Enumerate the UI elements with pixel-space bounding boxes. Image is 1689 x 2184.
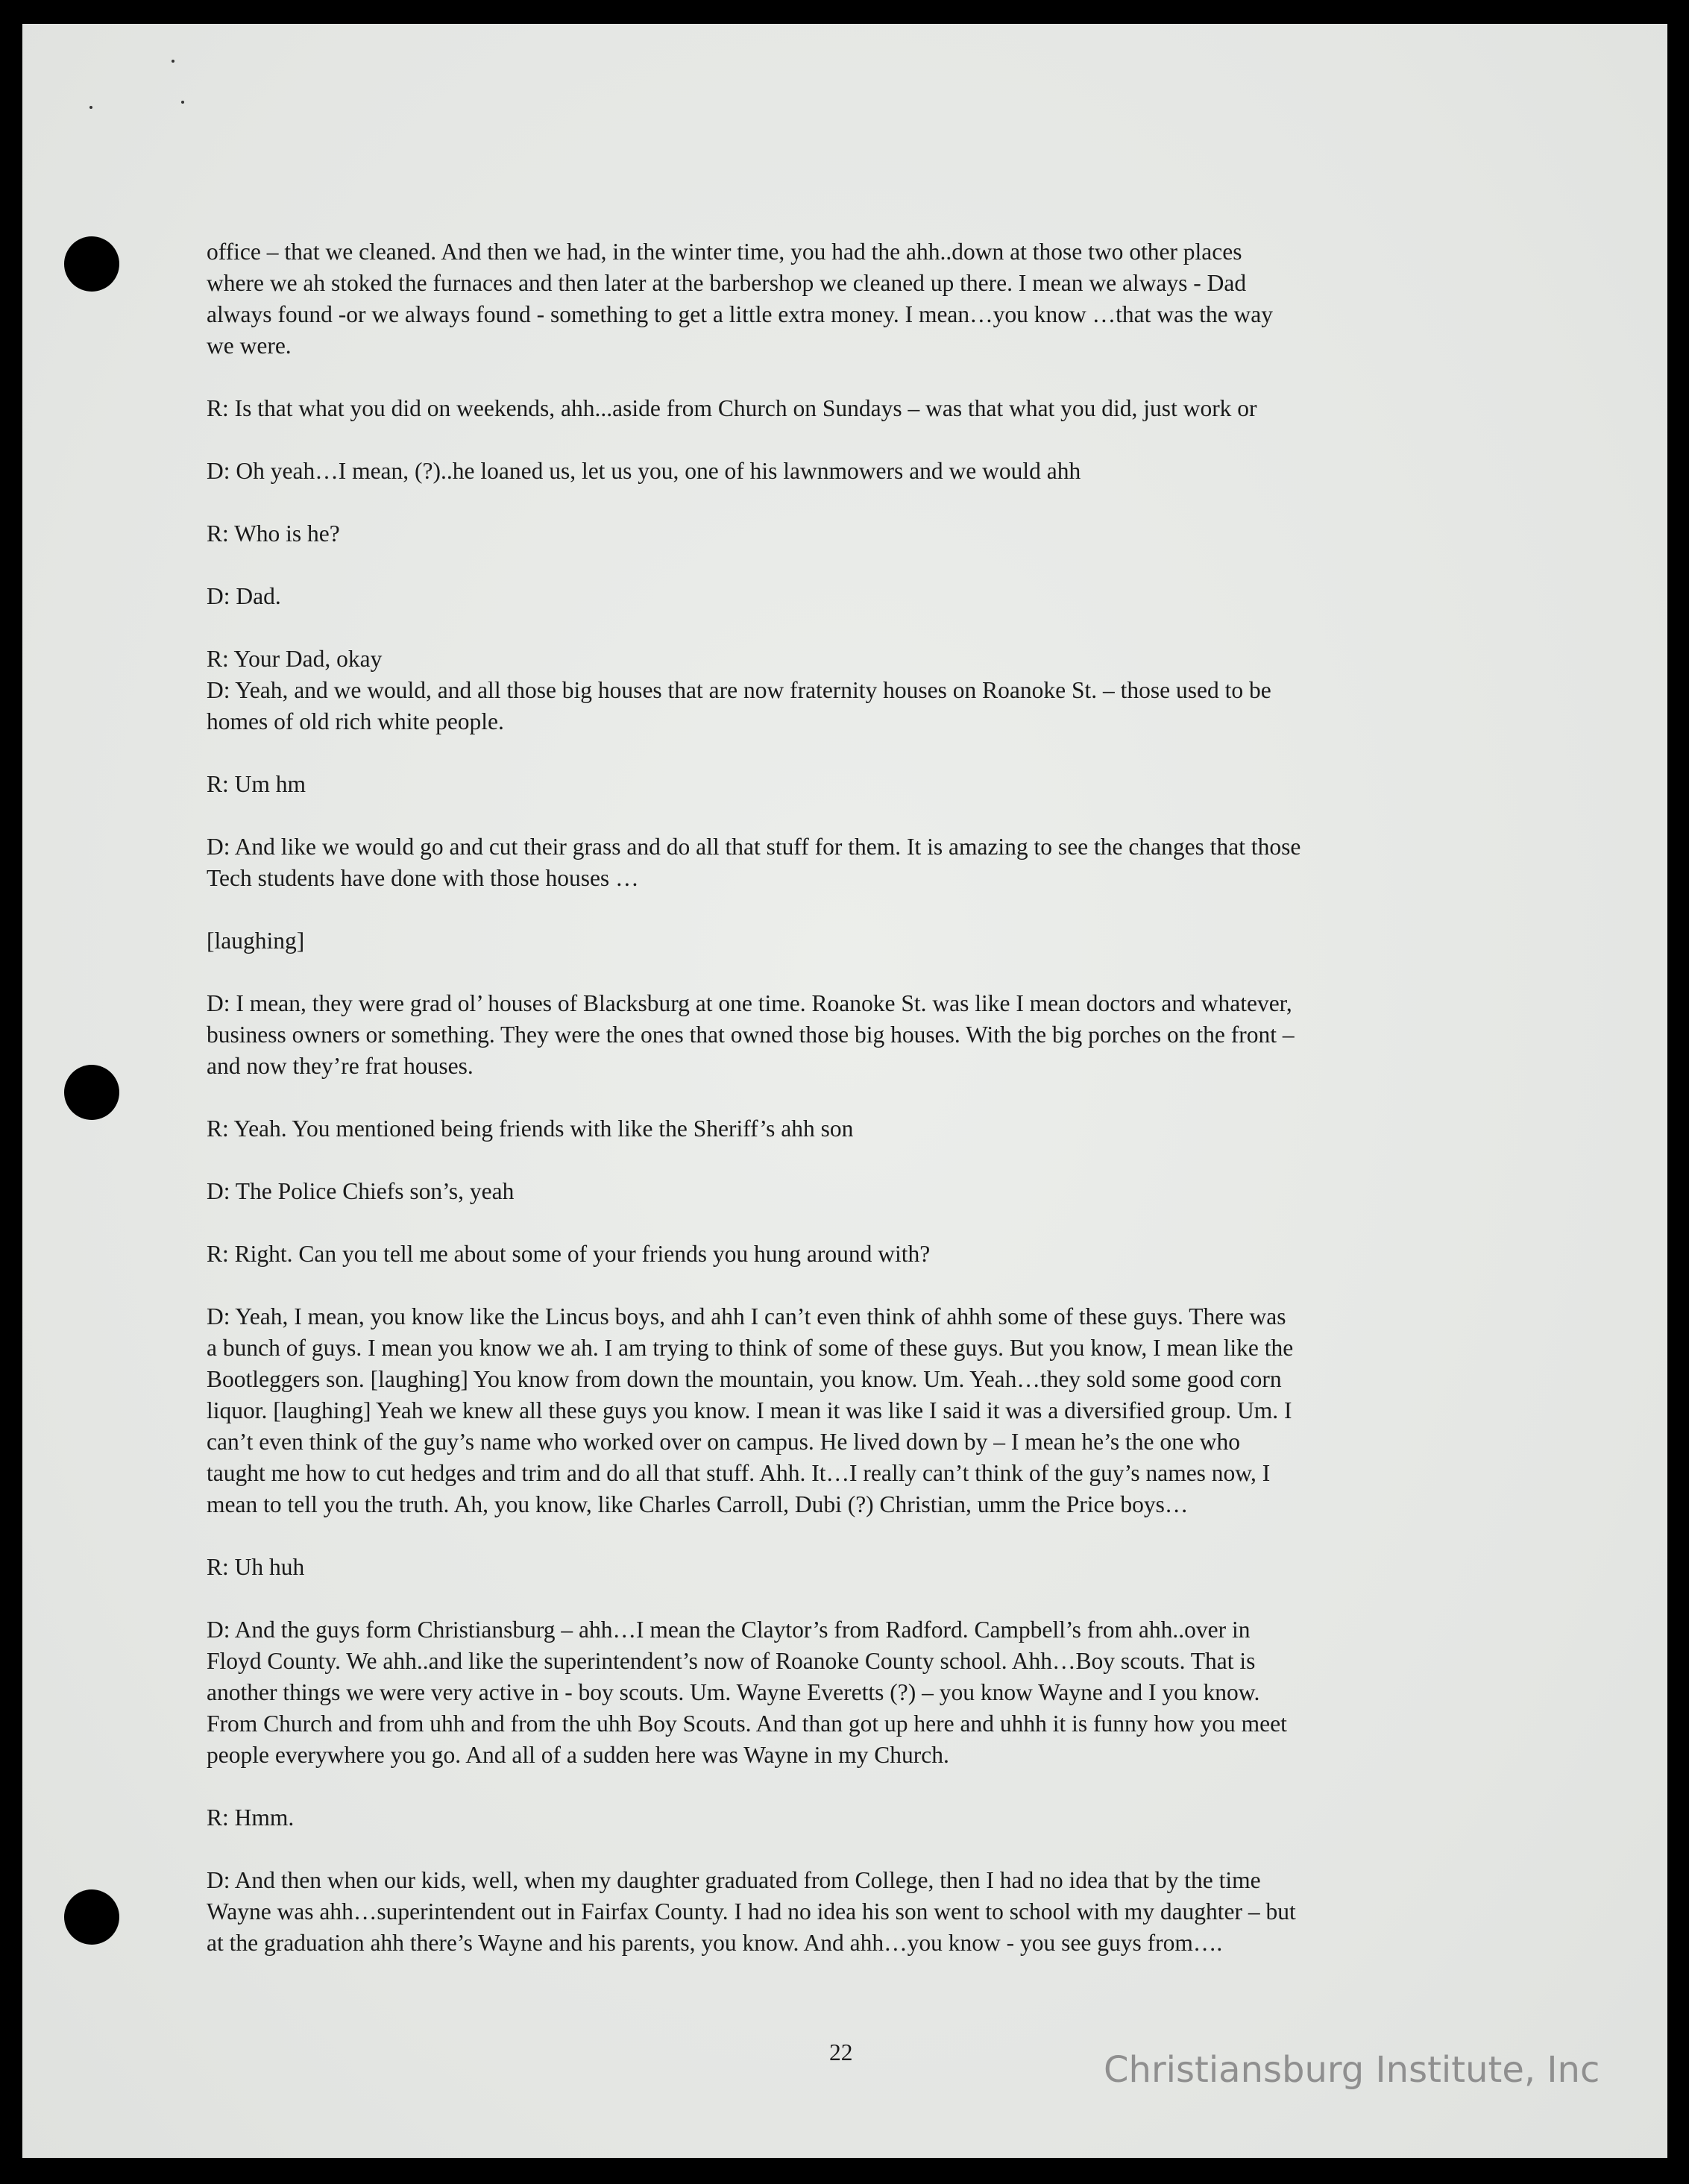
transcript-paragraph (207, 236, 1504, 362)
transcript-paragraph (207, 831, 1504, 894)
paper-speck (89, 106, 92, 109)
transcript-paragraph (207, 769, 1504, 800)
transcript-body (207, 236, 1504, 1990)
transcript-line: D: And like we would go and cut their grass and do all that stuff for them. It is amazing to see the changes that those (207, 834, 1301, 860)
transcript-paragraph (207, 1239, 1504, 1270)
transcript-line: Floyd County. We ahh..and like the superintendent’s now of Roanoke County school. Ahh…Boy scouts. That is (207, 1648, 1256, 1674)
transcript-line: [laughing] (207, 928, 305, 954)
transcript-line: mean to tell you the truth. Ah, you know, like Charles Carroll, Dubi (?) Christian, umm the Price boys… (207, 1491, 1189, 1517)
transcript-paragraph (207, 1614, 1504, 1771)
transcript-paragraph (207, 581, 1504, 612)
transcript-paragraph (207, 1802, 1504, 1834)
transcript-line: R: Yeah. You mentioned being friends with like the Sheriff’s ahh son (207, 1115, 854, 1142)
transcript-line: homes of old rich white people. (207, 708, 504, 734)
transcript-line: always found -or we always found - something to get a little extra money. I mean…you know …that was the way (207, 301, 1273, 327)
transcript-paragraph (207, 1176, 1504, 1207)
transcript-line: R: Is that what you did on weekends, ahh...aside from Church on Sundays – was that what you did, just work or (207, 395, 1257, 421)
transcript-line: business owners or something. They were the ones that owned those big houses. With the big porches on the front – (207, 1022, 1295, 1048)
transcript-paragraph (207, 518, 1504, 550)
transcript-paragraph (207, 675, 1504, 737)
transcript-line: people everywhere you go. And all of a sudden here was Wayne in my Church. (207, 1742, 949, 1768)
transcript-paragraph (207, 643, 1504, 675)
transcript-line: where we ah stoked the furnaces and then later at the barbershop we cleaned up there. I mean we always - Dad (207, 270, 1247, 296)
transcript-line: From Church and from uhh and from the uhh Boy Scouts. And than got up here and uhhh it is funny how you meet (207, 1711, 1287, 1737)
transcript-paragraph (207, 1301, 1504, 1520)
transcript-line: D: And then when our kids, well, when my daughter graduated from College, then I had no idea that by the time (207, 1867, 1261, 1893)
transcript-paragraph (207, 393, 1504, 424)
transcript-line: D: Dad. (207, 583, 281, 609)
document-page (22, 24, 1667, 2158)
transcript-paragraph (207, 925, 1504, 957)
transcript-line: office – that we cleaned. And then we had, in the winter time, you had the ahh..down at those two other places (207, 239, 1242, 265)
binder-hole-middle (64, 1065, 119, 1120)
transcript-line: and now they’re frat houses. (207, 1053, 474, 1079)
transcript-line: liquor. [laughing] Yeah we knew all these guys you know. I mean it was like I said it was a diversified group. Um. I (207, 1397, 1292, 1423)
binder-hole-bottom (64, 1889, 119, 1945)
transcript-line: D: Oh yeah…I mean, (?)..he loaned us, let us you, one of his lawnmowers and we would ahh (207, 458, 1081, 484)
watermark: Christiansburg Institute, Inc (1104, 2049, 1600, 2091)
transcript-line: R: Right. Can you tell me about some of your friends you hung around with? (207, 1241, 931, 1267)
binder-hole-top (64, 236, 119, 292)
transcript-paragraph (207, 1865, 1504, 1959)
transcript-line: taught me how to cut hedges and trim and do all that stuff. Ahh. It…I really can’t think of the guy’s names now, I (207, 1460, 1271, 1486)
transcript-line: D: I mean, they were grad ol’ houses of Blacksburg at one time. Roanoke St. was like I mean doctors and whatever, (207, 990, 1292, 1016)
page-number: 22 (829, 2039, 853, 2065)
transcript-line: Bootleggers son. [laughing] You know from down the mountain, you know. Um. Yeah…they sold some good corn (207, 1366, 1282, 1392)
transcript-line: D: Yeah, I mean, you know like the Lincus boys, and ahh I can’t even think of ahhh some of these guys. There was (207, 1303, 1286, 1329)
transcript-paragraph (207, 988, 1504, 1082)
transcript-line: a bunch of guys. I mean you know we ah. I am trying to think of some of these guys. But you know, I mean like the (207, 1335, 1294, 1361)
transcript-line: another things we were very active in - boy scouts. Um. Wayne Everetts (?) – you know Wayne and I you know. (207, 1679, 1260, 1705)
paper-speck (172, 60, 174, 63)
transcript-paragraph (207, 456, 1504, 487)
transcript-line: Tech students have done with those houses … (207, 865, 639, 891)
transcript-line: R: Your Dad, okay (207, 646, 383, 672)
paper-speck (181, 101, 184, 104)
transcript-paragraph (207, 1113, 1504, 1145)
transcript-paragraph (207, 1552, 1504, 1583)
transcript-line: R: Um hm (207, 771, 306, 797)
transcript-line: can’t even think of the guy’s name who worked over on campus. He lived down by – I mean he’s the one who (207, 1429, 1240, 1455)
transcript-line: at the graduation ahh there’s Wayne and his parents, you know. And ahh…you know - you see guys from…. (207, 1930, 1223, 1956)
transcript-line: Wayne was ahh…superintendent out in Fairfax County. I had no idea his son went to school with my daughter – but (207, 1898, 1296, 1925)
transcript-line: R: Who is he? (207, 520, 340, 547)
transcript-line: D: Yeah, and we would, and all those big houses that are now fraternity houses on Roanoke St. – those used to be (207, 677, 1271, 703)
transcript-line: we were. (207, 333, 292, 359)
transcript-line: R: Uh huh (207, 1554, 305, 1580)
transcript-line: D: And the guys form Christiansburg – ahh…I mean the Claytor’s from Radford. Campbell’s from ahh..over in (207, 1617, 1251, 1643)
transcript-line: D: The Police Chiefs son’s, yeah (207, 1178, 515, 1204)
transcript-line: R: Hmm. (207, 1804, 295, 1831)
